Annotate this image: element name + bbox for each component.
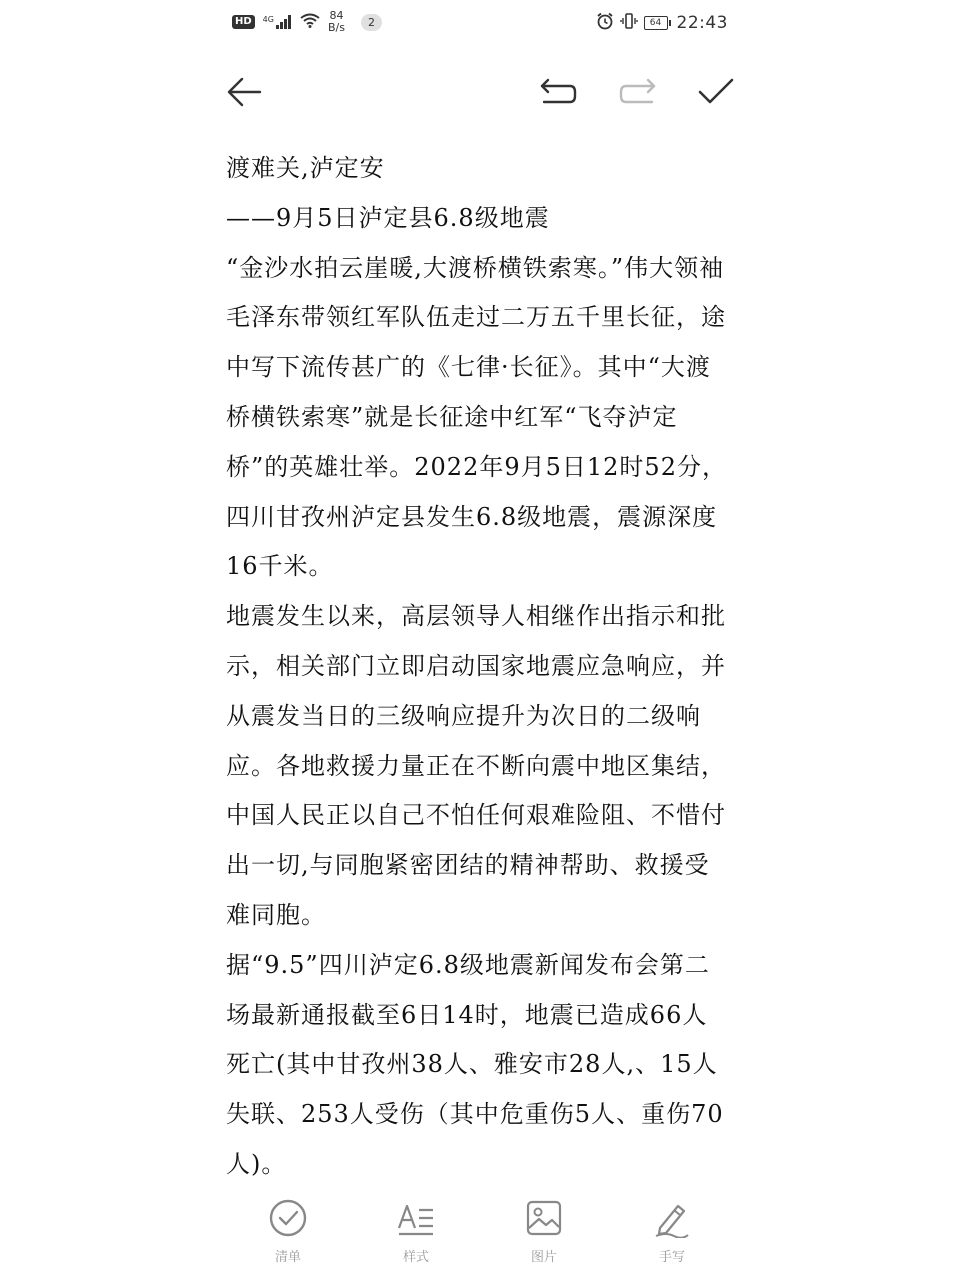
wifi-icon [300, 13, 320, 32]
notification-count: 2 [361, 14, 382, 31]
hd-badge: HD [232, 15, 255, 29]
image-button[interactable] [504, 1196, 584, 1265]
handwrite-label: 手写 [658, 1250, 685, 1265]
status-left [232, 10, 382, 34]
text-style-button[interactable] [376, 1196, 456, 1265]
text-style-icon [394, 1196, 438, 1240]
editor-toolbar [0, 60, 960, 120]
clock: 22:43 [676, 13, 728, 33]
alarm-icon [596, 12, 614, 34]
redo-button[interactable] [616, 70, 660, 114]
checklist-button[interactable] [248, 1196, 328, 1265]
note-paragraph: 据“9.5”四川泸定6.8级地震新闻发布会第二场最新通报截至6日14时，地震已造成66人死亡(其中甘孜州38人、雅安市28人,、15人失联、253人受伤（其中危重伤5人、重伤70人)。 [226, 950, 724, 1178]
note-paragraph: 地震发生以来，高层领导人相继作出指示和批示，相关部门立即启动国家地震应急响应，并从震发当日的三级响应提升为次日的二级响应。各地救援力量正在不断向震中地区集结，中国人民正以自己不怕任何艰难险阻、不惜付出一切,与同胞紧密团结的精神帮助、救援受难同胞。 [226, 602, 726, 929]
net-speed-unit: B/s [327, 21, 345, 34]
image-icon [522, 1196, 566, 1240]
note-subtitle: ——9月5日泸定县6.8级地震 [226, 203, 550, 232]
status-bar [0, 0, 960, 44]
checklist-icon [266, 1196, 310, 1240]
bottom-toolbar [0, 1196, 960, 1280]
arrow-left-icon [226, 74, 262, 110]
battery-level: 64 [644, 16, 668, 30]
vibrate-icon [620, 12, 638, 34]
redo-icon [618, 76, 658, 108]
note-title: 渡难关,泸定安 [226, 154, 385, 182]
undo-icon [538, 76, 578, 108]
back-button[interactable] [222, 70, 266, 114]
check-icon [696, 76, 736, 108]
status-right [596, 12, 729, 34]
note-paragraph: “金沙水拍云崖暖,大渡桥横铁索寒。”伟大领袖毛泽东带领红军队伍走过二万五千里长征，途中写下流传甚广的《七律·长征》。其中“大渡桥横铁索寒”就是长征途中红军“飞夺泸定桥”的英雄壮举。2022年9月5日12时52分，四川甘孜州泸定县发生6.8级地震，震源深度16千米。 [226, 253, 727, 581]
note-editor[interactable] [226, 144, 731, 1190]
undo-button[interactable] [536, 70, 580, 114]
checklist-label: 清单 [274, 1250, 301, 1265]
pen-icon [650, 1196, 694, 1240]
battery-icon [644, 16, 671, 30]
image-label: 图片 [530, 1250, 557, 1265]
net-speed-value: 84 [329, 9, 344, 22]
signal-label: 4G [262, 15, 274, 24]
cell-signal-icon [263, 15, 292, 29]
confirm-button[interactable] [694, 70, 738, 114]
handwrite-button[interactable] [632, 1196, 712, 1265]
network-speed [328, 10, 345, 34]
text-style-label: 样式 [402, 1250, 429, 1265]
